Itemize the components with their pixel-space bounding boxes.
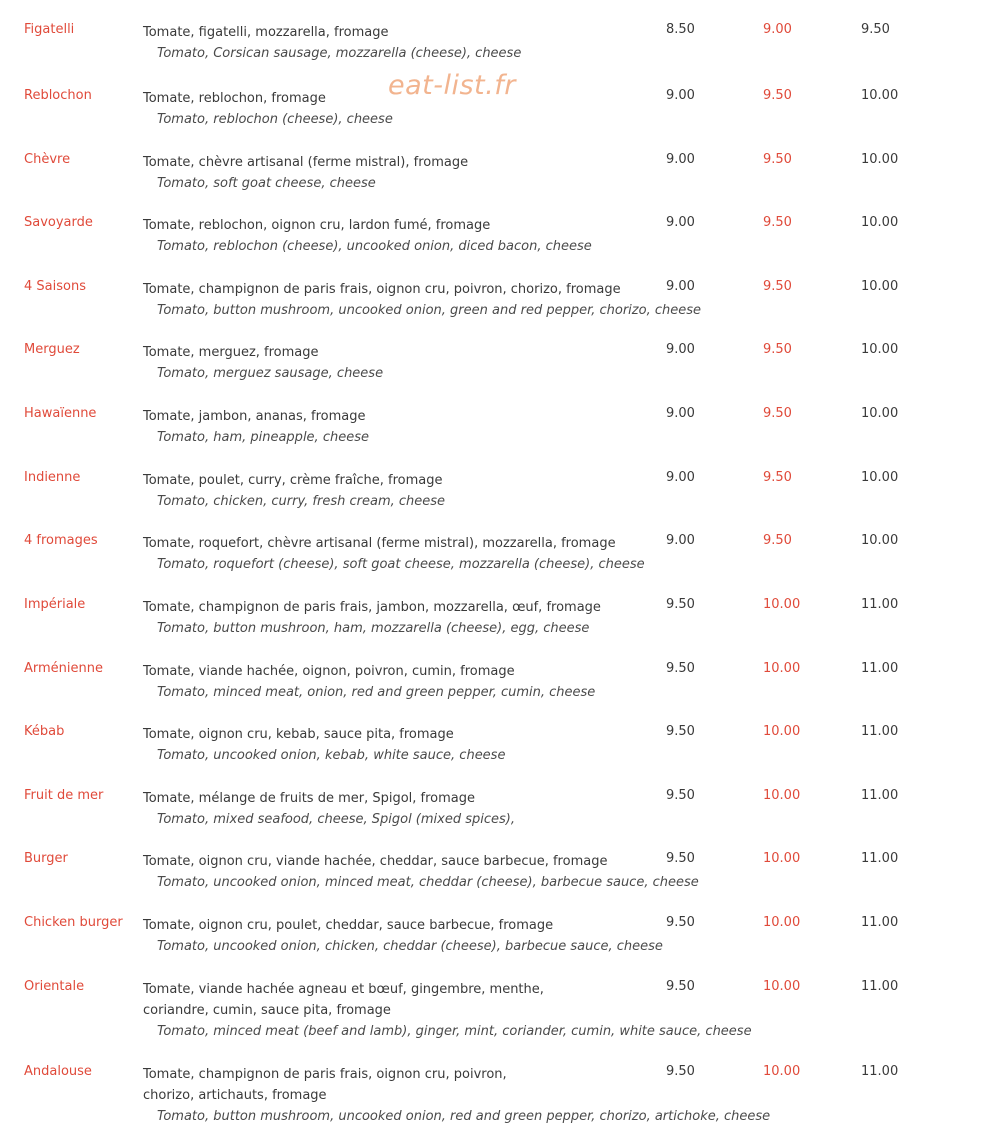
- menu-item-name: Reblochon: [24, 88, 92, 103]
- menu-item-description-fr: Tomate, viande hachée, oignon, poivron, cumin, fromage: [143, 664, 515, 679]
- price-large: 10.00: [861, 152, 899, 167]
- menu-item-description-fr: Tomate, jambon, ananas, fromage: [143, 409, 366, 424]
- menu-item-description-fr: Tomate, viande hachée agneau et bœuf, gingembre, menthe, coriandre, cumin, sauce pita, fromage: [143, 982, 544, 1018]
- menu-item-description-fr: Tomate, champignon de paris frais, jambon, mozzarella, œuf, fromage: [143, 600, 601, 615]
- price-large: 9.50: [861, 22, 890, 37]
- price-medium: 10.00: [763, 1064, 801, 1079]
- menu-item-description-en: Tomato, button mushroon, ham, mozzarella (cheese), egg, cheese: [157, 621, 590, 636]
- menu-item-description-fr: Tomate, mélange de fruits de mer, Spigol, fromage: [143, 791, 476, 806]
- price-medium: 9.50: [763, 279, 792, 294]
- menu-item-description-en: Tomato, minced meat (beef and lamb), ginger, mint, coriander, cumin, white sauce, cheese: [157, 1024, 752, 1039]
- menu-item-description-fr: Tomate, poulet, curry, crème fraîche, fromage: [143, 473, 443, 488]
- menu-item-name: Andalouse: [24, 1064, 92, 1079]
- price-medium: 9.50: [763, 342, 792, 357]
- menu-item-description-en: Tomato, button mushroom, uncooked onion, red and green pepper, chorizo, artichoke, cheese: [157, 1109, 771, 1124]
- price-small: 9.00: [666, 470, 695, 485]
- menu-item-description-en: Tomato, uncooked onion, kebab, white sauce, cheese: [157, 748, 506, 763]
- menu-item-description-fr: Tomate, oignon cru, viande hachée, cheddar, sauce barbecue, fromage: [143, 854, 608, 869]
- price-medium: 10.00: [763, 724, 801, 739]
- menu-item-description-fr: Tomate, merguez, fromage: [143, 345, 319, 360]
- price-medium: 10.00: [763, 788, 801, 803]
- price-medium: 9.50: [763, 88, 792, 103]
- price-small: 9.00: [666, 152, 695, 167]
- price-medium: 9.50: [763, 215, 792, 230]
- menu-item-description-en: Tomato, reblochon (cheese), cheese: [157, 112, 393, 127]
- menu-item-name: 4 Saisons: [24, 279, 86, 294]
- price-large: 10.00: [861, 279, 899, 294]
- menu-item-name: Hawaïenne: [24, 406, 97, 421]
- menu-item-name: Indienne: [24, 470, 81, 485]
- price-small: 9.50: [666, 1064, 695, 1079]
- menu-item-name: Orientale: [24, 979, 85, 994]
- menu-item-name: 4 fromages: [24, 533, 98, 548]
- price-large: 11.00: [861, 788, 899, 803]
- price-medium: 10.00: [763, 851, 801, 866]
- menu-item-description-en: Tomato, merguez sausage, cheese: [157, 366, 384, 381]
- menu-item-name: Merguez: [24, 342, 80, 357]
- price-small: 8.50: [666, 22, 695, 37]
- price-small: 9.50: [666, 597, 695, 612]
- menu-item-description-en: Tomato, reblochon (cheese), uncooked onion, diced bacon, cheese: [157, 239, 592, 254]
- menu-item-name: Chèvre: [24, 152, 71, 167]
- menu-item-description-en: Tomato, ham, pineapple, cheese: [157, 430, 369, 445]
- price-small: 9.50: [666, 661, 695, 676]
- price-medium: 9.50: [763, 152, 792, 167]
- menu-item-description-en: Tomato, mixed seafood, cheese, Spigol (mixed spices),: [157, 812, 515, 827]
- watermark-logo: eat-list.fr: [388, 70, 516, 101]
- price-medium: 9.50: [763, 533, 792, 548]
- price-small: 9.50: [666, 724, 695, 739]
- menu-item-description-fr: Tomate, chèvre artisanal (ferme mistral), fromage: [143, 155, 469, 170]
- menu-item-description-en: Tomato, Corsican sausage, mozzarella (cheese), cheese: [157, 46, 522, 61]
- price-small: 9.00: [666, 406, 695, 421]
- menu-item-name: Kébab: [24, 724, 65, 739]
- menu-item-name: Arménienne: [24, 661, 103, 676]
- menu-item-description-fr: Tomate, champignon de paris frais, oignon cru, poivron, chorizo, artichauts, fromage: [143, 1067, 507, 1103]
- price-small: 9.00: [666, 88, 695, 103]
- price-large: 11.00: [861, 915, 899, 930]
- price-small: 9.50: [666, 979, 695, 994]
- price-large: 11.00: [861, 661, 899, 676]
- price-large: 10.00: [861, 342, 899, 357]
- menu-item-description-fr: Tomate, champignon de paris frais, oignon cru, poivron, chorizo, fromage: [143, 282, 621, 297]
- menu-item-description-fr: Tomate, figatelli, mozzarella, fromage: [143, 25, 389, 40]
- price-medium: 9.50: [763, 470, 792, 485]
- price-medium: 10.00: [763, 979, 801, 994]
- menu-item-name: Burger: [24, 851, 68, 866]
- menu-item-description-fr: Tomate, reblochon, fromage: [143, 91, 326, 106]
- menu-item-description-en: Tomato, soft goat cheese, cheese: [157, 176, 376, 191]
- menu-item-description-en: Tomato, uncooked onion, chicken, cheddar (cheese), barbecue sauce, cheese: [157, 939, 663, 954]
- menu-item-name: Savoyarde: [24, 215, 93, 230]
- price-small: 9.00: [666, 215, 695, 230]
- menu-item-description-fr: Tomate, oignon cru, poulet, cheddar, sauce barbecue, fromage: [143, 918, 554, 933]
- price-large: 10.00: [861, 215, 899, 230]
- price-small: 9.00: [666, 279, 695, 294]
- price-large: 11.00: [861, 1064, 899, 1079]
- price-small: 9.50: [666, 851, 695, 866]
- menu-item-description-fr: Tomate, roquefort, chèvre artisanal (ferme mistral), mozzarella, fromage: [143, 536, 616, 551]
- price-small: 9.00: [666, 533, 695, 548]
- menu-item-name: Fruit de mer: [24, 788, 104, 803]
- price-large: 10.00: [861, 406, 899, 421]
- price-large: 11.00: [861, 979, 899, 994]
- price-large: 11.00: [861, 724, 899, 739]
- menu-item-description-fr: Tomate, oignon cru, kebab, sauce pita, fromage: [143, 727, 454, 742]
- price-medium: 10.00: [763, 915, 801, 930]
- price-small: 9.00: [666, 342, 695, 357]
- price-large: 10.00: [861, 88, 899, 103]
- menu-item-description-fr: Tomate, reblochon, oignon cru, lardon fumé, fromage: [143, 218, 491, 233]
- price-medium: 9.00: [763, 22, 792, 37]
- price-large: 10.00: [861, 470, 899, 485]
- price-small: 9.50: [666, 788, 695, 803]
- price-medium: 9.50: [763, 406, 792, 421]
- menu-item-description-en: Tomato, button mushroom, uncooked onion, green and red pepper, chorizo, cheese: [157, 303, 701, 318]
- price-large: 10.00: [861, 533, 899, 548]
- price-large: 11.00: [861, 597, 899, 612]
- menu-item-description-en: Tomato, minced meat, onion, red and green pepper, cumin, cheese: [157, 685, 596, 700]
- price-medium: 10.00: [763, 597, 801, 612]
- price-medium: 10.00: [763, 661, 801, 676]
- menu-item-description-en: Tomato, uncooked onion, minced meat, cheddar (cheese), barbecue sauce, cheese: [157, 875, 699, 890]
- price-large: 11.00: [861, 851, 899, 866]
- menu-item-description-en: Tomato, roquefort (cheese), soft goat cheese, mozzarella (cheese), cheese: [157, 557, 645, 572]
- menu-item-name: Figatelli: [24, 22, 75, 37]
- menu-item-name: Chicken burger: [24, 915, 123, 930]
- menu-item-name: Impériale: [24, 597, 86, 612]
- menu-item-description-en: Tomato, chicken, curry, fresh cream, cheese: [157, 494, 446, 509]
- price-small: 9.50: [666, 915, 695, 930]
